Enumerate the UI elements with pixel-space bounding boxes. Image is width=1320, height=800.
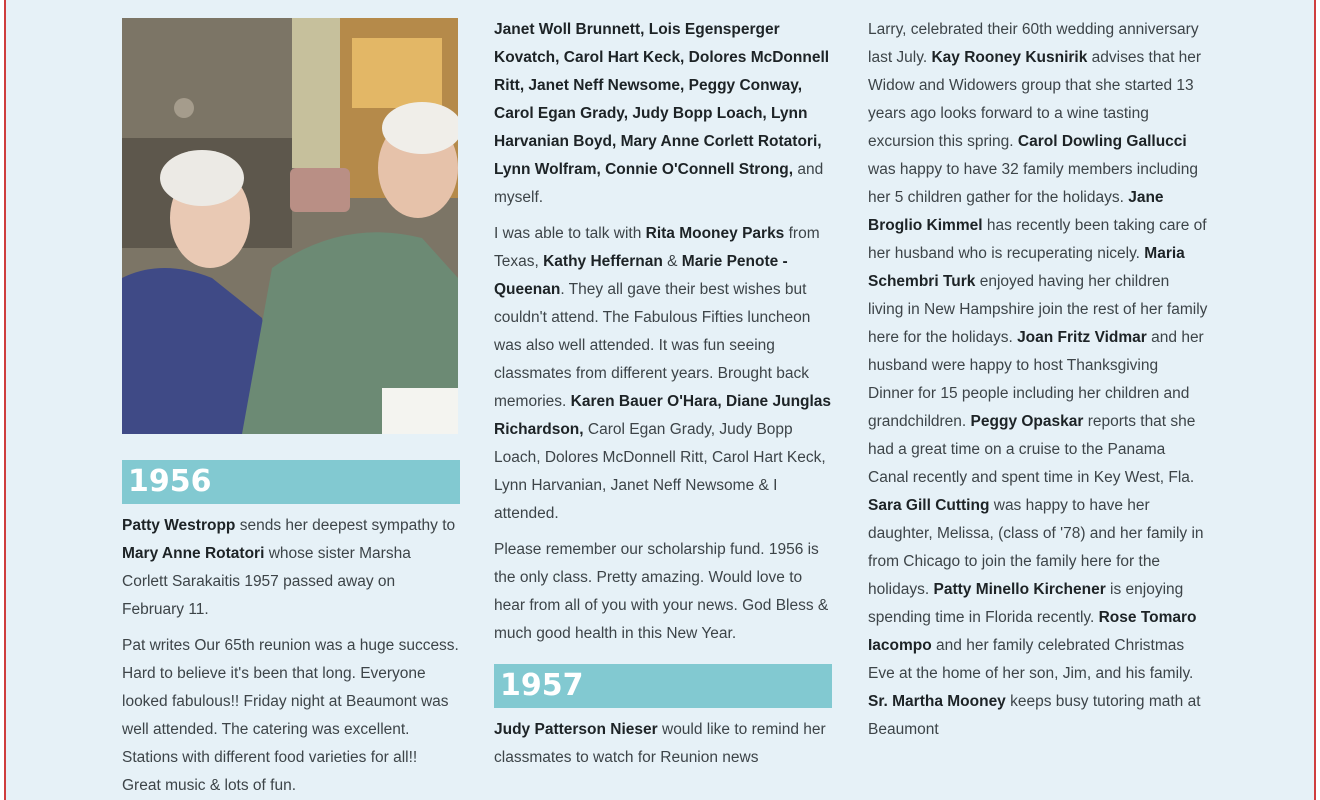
paragraph: Please remember our scholarship fund. 1956 is the only class. Pretty amazing. Would love to hear from all of you with your news. God Bless & much good health in this New Year. [494,541,829,642]
column-middle [494,16,832,780]
newsletter-page [4,0,1316,800]
person-name: Mary Anne Rotatori [122,545,265,562]
column-left [122,16,460,800]
person-name: Marie Penote - Queenan [494,253,788,298]
person-name: Sara Gill Cutting [868,497,990,514]
person-name: Kathy Heffernan [543,253,663,270]
person-name: Kay Rooney Kusnirik [931,49,1088,66]
person-name: Karen Bauer O'Hara, Diane Junglas Richardson, [494,393,832,438]
paragraph: Larry, celebrated their 60th wedding anniversary last July. Kay Rooney Kusnirik advises that her Widow and Widowers group that she started 13 years ago looks forward to a wine tasting excursion this spring. Carol Dowling Gallucci was happy to have 32 family members including her 5 children gather for the holidays. Jane Broglio Kimmel has recently been taking care of her husband who is recuperating nicely. Maria Schembri Turk enjoyed having her children living in New Hampshire join the rest of her family here for the holidays. Joan Fritz Vidmar and her husband were happy to host Thanksgiving Dinner for 15 people including her children and grandchildren. Peggy Opaskar reports that she had a great time on a cruise to the Panama Canal recently and spent time in Key West, Fla. Sara Gill Cutting was happy to have her daughter, Melissa, (class of '78) and her family in from Chicago to join the family here for the holidays. Patty Minello Kirchener is enjoying spending time in Florida recently. Rose Tomaro Iacompo and her family celebrated Christmas Eve at the home of her son, Jim, and his family. Sr. Martha Mooney keeps busy tutoring math at Beaumont [868,21,1208,738]
person-name: Rita Mooney Parks [645,225,785,242]
person-name: Janet Woll Brunnett, Lois Egensperger Kovatch, Carol Hart Keck, Dolores McDonnell Ritt, Janet Neff Newsome, Peggy Conway, Carol Egan Grady, Judy Bopp Loach, Lynn Harvanian Boyd, Mary Anne Corlett Rotatori, Lynn Wolfram, Connie O'Connell Strong, [494,21,830,178]
paragraph: Pat writes Our 65th reunion was a huge success. Hard to believe it's been that long. Everyone looked fabulous!! Friday night at Beaumont was well attended. The catering was excellent. Stations with different food varieties for all!! Great music & lots of fun. [122,637,459,794]
classmates-photo [122,18,458,434]
section-heading-1957: 1957 [494,664,832,708]
person-name: Maria Schembri Turk [868,245,1185,290]
paragraph: Judy Patterson Nieser would like to remind her classmates to watch for Reunion news [494,721,826,766]
paragraph: Janet Woll Brunnett, Lois Egensperger Kovatch, Carol Hart Keck, Dolores McDonnell Ritt, Janet Neff Newsome, Peggy Conway, Carol Egan Grady, Judy Bopp Loach, Lynn Harvanian Boyd, Mary Anne Corlett Rotatori, Lynn Wolfram, Connie O'Connell Strong, and myself. [494,21,830,206]
photo-illustration [122,18,458,434]
person-name: Joan Fritz Vidmar [1017,329,1147,346]
person-name: Sr. Martha Mooney [868,693,1006,710]
person-name: Jane Broglio Kimmel [868,189,1164,234]
person-name: Patty Westropp [122,517,236,534]
person-name: Judy Patterson Nieser [494,721,658,738]
person-name: Patty Minello Kirchener [933,581,1106,598]
paragraph: Patty Westropp sends her deepest sympathy to Mary Anne Rotatori whose sister Marsha Corlett Sarakaitis 1957 passed away on February 11. [122,517,456,618]
paragraph: I was able to talk with Rita Mooney Parks from Texas, Kathy Heffernan & Marie Penote - Queenan. They all gave their best wishes but couldn't attend. The Fabulous Fifties luncheon was also well attended. It was fun seeing classmates from different years. Brought back memories. Karen Bauer O'Hara, Diane Junglas Richardson, Carol Egan Grady, Judy Bopp Loach, Dolores McDonnell Ritt, Carol Hart Keck, Lynn Harvanian, Janet Neff Newsome & I attended. [494,225,832,522]
person-name: Rose Tomaro Iacompo [868,609,1197,654]
person-name: Carol Dowling Gallucci [1017,133,1187,150]
person-name: Peggy Opaskar [970,413,1084,430]
section-heading-1956: 1956 [122,460,460,504]
column-right [868,16,1208,752]
